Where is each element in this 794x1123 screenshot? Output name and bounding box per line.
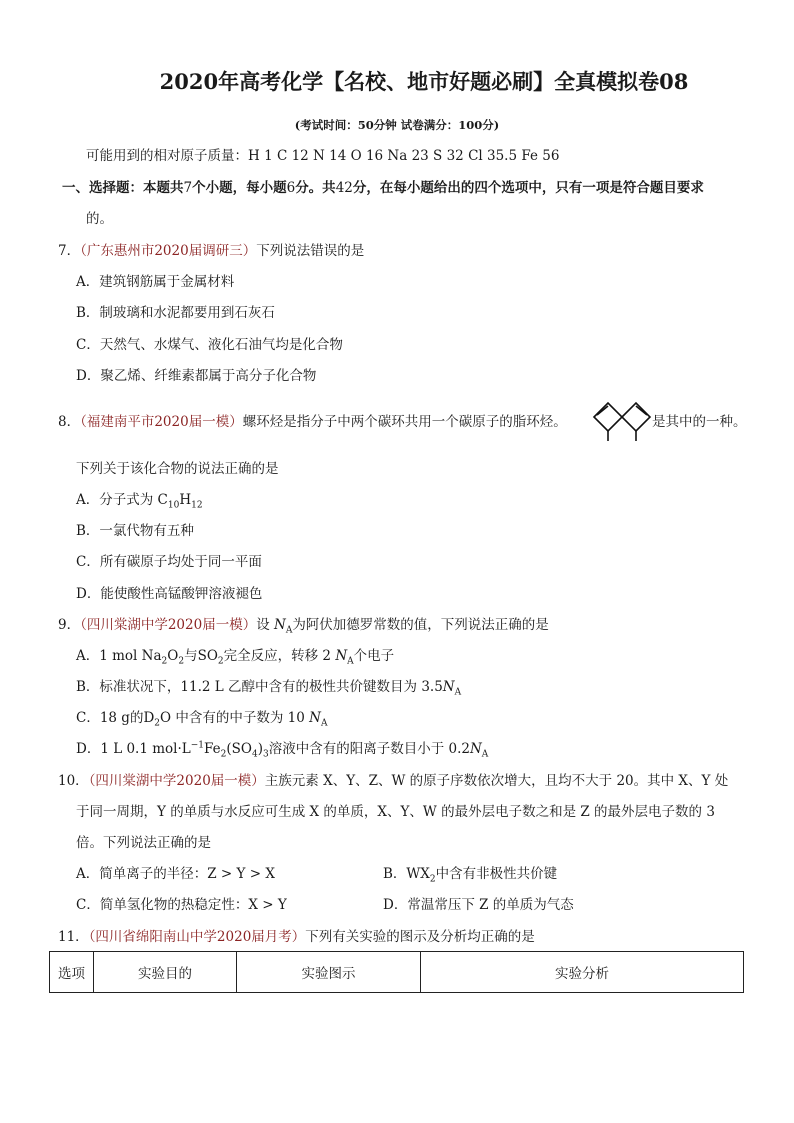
q7-option-d: D．聚乙烯、纤维素都属于高分子化合物 xyxy=(76,368,317,384)
q9-option-b xyxy=(76,678,461,696)
section-text: 分，在每小题给出的四个选项中，只有一项是符合题目要求 xyxy=(352,180,704,196)
question-number: 7． xyxy=(58,243,81,259)
q10-option-a: A．简单离子的半径：Z > Y > X xyxy=(76,866,275,882)
question-8-stem-tail: 是其中的一种。 xyxy=(652,414,747,430)
option-text: O xyxy=(167,648,179,664)
subscript: 2 xyxy=(220,749,227,760)
subscript: 3 xyxy=(262,749,269,760)
subscript: 4 xyxy=(251,749,258,760)
section-heading-cont: 的。 xyxy=(86,211,113,227)
question-8-stem-2: 下列关于该化合物的说法正确的是 xyxy=(76,461,279,477)
q8-option-a xyxy=(76,491,203,509)
q10-option-d: D．常温常压下 Z 的单质为气态 xyxy=(383,897,574,913)
subscript: 2 xyxy=(178,656,185,667)
spiro-compound-structure xyxy=(592,400,652,442)
header-purpose: 实验目的 xyxy=(94,952,237,993)
section-text: 个小题，每小题 xyxy=(192,180,287,196)
header-analysis: 实验分析 xyxy=(421,952,744,993)
question-10-line-3: 倍。下列说法正确的是 xyxy=(76,835,211,851)
option-text: B．WX xyxy=(383,866,430,882)
q7-option-c: C．天然气、水煤气、液化石油气均是化合物 xyxy=(76,337,343,353)
option-text: A．1 mol Na xyxy=(76,648,162,664)
question-text: 主族元素 X、Y、Z、W 的原子序数依次增大，且均不大于 20。其中 X、Y 处 xyxy=(264,773,729,789)
question-source: （四川省绵阳南山中学2020届月考） xyxy=(88,929,306,945)
q8-option-b: B．一氯代物有五种 xyxy=(76,523,194,539)
q10-option-c: C．简单氢化物的热稳定性：X > Y xyxy=(76,897,287,913)
q9-option-a xyxy=(76,647,394,665)
option-text: 个电子 xyxy=(353,648,395,664)
subscript: 2 xyxy=(217,656,224,667)
subscript: 2 xyxy=(161,656,168,667)
question-10-stem xyxy=(58,772,728,790)
option-text: A．分子式为 C xyxy=(76,492,168,508)
question-number: 11． xyxy=(58,929,89,945)
avogadro-symbol: N xyxy=(309,710,321,726)
section-heading xyxy=(62,179,704,197)
section-text: 一、选择题：本题共 xyxy=(62,180,184,196)
question-8-stem xyxy=(58,413,567,431)
exam-info: (考试时间：50分钟 试卷满分：100分) xyxy=(294,118,500,132)
subscript: 12 xyxy=(191,500,203,511)
option-text: 中含有非极性共价键 xyxy=(435,866,558,882)
subscript: 2 xyxy=(429,874,436,885)
header-diagram: 实验图示 xyxy=(237,952,421,993)
option-text: C．18 g的D xyxy=(76,710,155,726)
option-text: ) xyxy=(257,741,263,757)
question-11-stem xyxy=(58,928,535,946)
question-source: （四川棠湖中学2020届一模） xyxy=(80,617,257,633)
q8-option-d: D．能使酸性高锰酸钾溶液褪色 xyxy=(76,586,263,602)
subscript: A xyxy=(320,718,328,729)
section-text: 7 xyxy=(183,180,193,196)
option-text: 与SO xyxy=(184,648,218,664)
question-10-line-2: 于同一周期，Y 的单质与水反应可生成 X 的单质，X、Y、W 的最外层电子数之和是 Z 的最外层电子数的 3 xyxy=(76,804,715,820)
subscript: A xyxy=(481,749,489,760)
question-9-stem xyxy=(58,616,549,634)
question-number: 9． xyxy=(58,617,81,633)
experiment-table xyxy=(49,951,744,993)
question-source: （福建南平市2020届一模） xyxy=(80,414,243,430)
question-text: 为阿伏加德罗常数的值，下列说法正确的是 xyxy=(292,617,549,633)
question-text: 下列有关实验的图示及分析均正确的是 xyxy=(305,929,535,945)
option-text: H xyxy=(179,492,192,508)
question-number: 8． xyxy=(58,414,81,430)
avogadro-symbol: N xyxy=(274,617,286,633)
option-text: O 中含有的中子数为 10 xyxy=(160,710,305,726)
avogadro-symbol: N xyxy=(469,741,482,757)
question-source: （广东惠州市2020届调研三） xyxy=(80,243,257,259)
q7-option-b: B．制玻璃和水泥都要用到石灰石 xyxy=(76,305,275,321)
superscript: −1 xyxy=(190,740,205,751)
question-source: （四川棠湖中学2020届一模） xyxy=(88,773,265,789)
section-text: 6 xyxy=(286,180,296,196)
page-title: 2020年高考化学【名校、地市好题必刷】全真模拟卷08 xyxy=(159,69,689,94)
option-text: 完全反应，转移 2 xyxy=(223,648,332,664)
header-option: 选项 xyxy=(50,952,94,993)
subscript: A xyxy=(285,625,293,636)
question-7-stem xyxy=(58,242,364,260)
question-text: 设 xyxy=(256,617,270,633)
q7-option-a: A．建筑钢筋属于金属材料 xyxy=(76,274,235,290)
avogadro-symbol: N xyxy=(335,648,348,664)
option-text: (SO xyxy=(226,741,252,757)
q9-option-c xyxy=(76,709,327,727)
question-text: 下列说法错误的是 xyxy=(256,243,365,259)
option-text: Fe xyxy=(204,741,221,757)
q10-option-b xyxy=(383,865,557,883)
q8-option-c: C．所有碳原子均处于同一平面 xyxy=(76,554,262,570)
question-text: 螺环烃是指分子中两个碳环共用一个碳原子的脂环烃。 xyxy=(242,414,567,430)
option-text: 溶液中含有的阳离子数目小于 0.2 xyxy=(268,741,470,757)
avogadro-symbol: N xyxy=(442,679,455,695)
subscript: A xyxy=(347,656,354,667)
subscript: A xyxy=(454,687,462,698)
atomic-masses: 可能用到的相对原子质量：H 1 C 12 N 14 O 16 Na 23 S 32 Cl 35.5 Fe 56 xyxy=(86,148,560,164)
question-number: 10． xyxy=(58,773,89,789)
subscript: 2 xyxy=(154,718,160,729)
subscript: 10 xyxy=(167,500,180,511)
section-text: 分。共 xyxy=(295,180,336,196)
section-text: 42 xyxy=(335,180,353,196)
q9-option-d xyxy=(76,740,488,758)
option-text: B．标准状况下，11.2 L 乙醇中含有的极性共价键数目为 3.5 xyxy=(76,679,443,695)
table-header-row xyxy=(50,952,744,993)
option-text: D．1 L 0.1 mol·L xyxy=(76,741,191,757)
